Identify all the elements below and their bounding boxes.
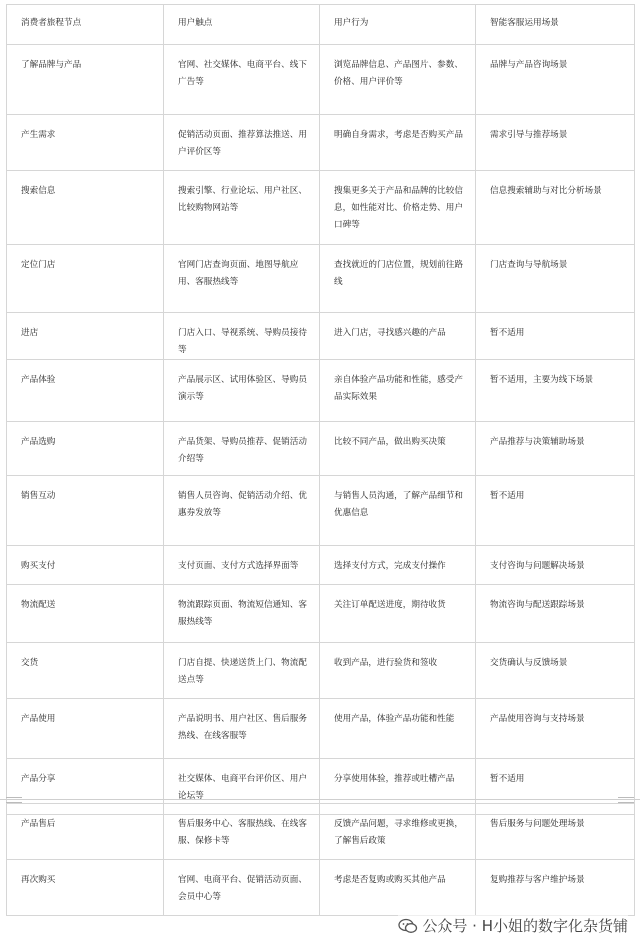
table-row	[7, 860, 635, 916]
table-cell: 信息搜索辅助与对比分析场景	[476, 171, 635, 245]
table-cell: 品牌与产品咨询场景	[476, 45, 635, 115]
table-cell: 交货确认与反馈场景	[476, 643, 635, 699]
table-cell: 支付咨询与问题解决场景	[476, 546, 635, 585]
table-cell: 社交媒体、电商平台评价区、用户论坛等	[164, 759, 320, 815]
table-cell: 物流咨询与配送跟踪场景	[476, 585, 635, 643]
table-cell: 产品分享	[7, 759, 164, 815]
table-cell: 销售人员咨询、促销活动介绍、优惠券发放等	[164, 476, 320, 546]
table-row	[7, 585, 635, 643]
column-header: 智能客服运用场景	[476, 5, 635, 45]
table-cell: 暂不适用	[476, 759, 635, 815]
table-cell: 产品推荐与决策辅助场景	[476, 422, 635, 476]
table-cell: 物流跟踪页面、物流短信通知、客服热线等	[164, 585, 320, 643]
table-cell: 暂不适用	[476, 476, 635, 546]
table-cell: 产生需求	[7, 115, 164, 171]
table-cell: 售后服务与问题处理场景	[476, 804, 635, 860]
table-cell: 明确自身需求，考虑是否购买产品	[320, 115, 476, 171]
table-row	[7, 546, 635, 585]
table-cell: 促销活动页面、推荐算法推送、用户评价区等	[164, 115, 320, 171]
table-cell: 产品选购	[7, 422, 164, 476]
table-cell: 浏览品牌信息、产品图片、参数、价格、用户评价等	[320, 45, 476, 115]
table-cell: 与销售人员沟通，了解产品细节和优惠信息	[320, 476, 476, 546]
table-cell: 官网、电商平台、促销活动页面、会员中心等	[164, 860, 320, 916]
table-row	[7, 313, 635, 360]
watermark-text: 公众号 · H小姐的数字化杂货铺	[422, 917, 628, 935]
table-row	[7, 171, 635, 245]
table-cell: 售后服务中心、客服热线、在线客服、保修卡等	[164, 804, 320, 860]
table-cell: 产品使用咨询与支持场景	[476, 699, 635, 759]
table-row	[7, 360, 635, 422]
table-cell: 查找就近的门店位置，规划前往路线	[320, 245, 476, 313]
column-header: 用户行为	[320, 5, 476, 45]
journey-table	[6, 4, 635, 815]
column-header: 消费者旅程节点	[7, 5, 164, 45]
table-cell: 分享使用体验，推荐或吐槽产品	[320, 759, 476, 815]
table-row	[7, 115, 635, 171]
table-cell: 考虑是否复购或购买其他产品	[320, 860, 476, 916]
table-cell: 暂不适用	[476, 313, 635, 360]
table-cell: 进店	[7, 313, 164, 360]
table-cell: 产品展示区、试用体验区、导购员演示等	[164, 360, 320, 422]
table-cell: 定位门店	[7, 245, 164, 313]
table-cell: 官网、社交媒体、电商平台、线下广告等	[164, 45, 320, 115]
table-cell: 官网门店查询页面、地图导航应用、客服热线等	[164, 245, 320, 313]
wechat-icon	[398, 918, 418, 934]
table-cell: 使用产品，体验产品功能和性能	[320, 699, 476, 759]
table-row	[7, 804, 635, 860]
table-cell: 门店入口、导视系统、导购员接待等	[164, 313, 320, 360]
table-cell: 产品体验	[7, 360, 164, 422]
table-cell: 亲自体验产品功能和性能，感受产品实际效果	[320, 360, 476, 422]
table-cell: 销售互动	[7, 476, 164, 546]
column-header: 用户触点	[164, 5, 320, 45]
table-cell: 进入门店，寻找感兴趣的产品	[320, 313, 476, 360]
table-row	[7, 245, 635, 313]
table-header-row	[7, 5, 635, 45]
table-cell: 暂不适用，主要为线下场景	[476, 360, 635, 422]
table-cell: 产品货架、导购员推荐、促销活动介绍等	[164, 422, 320, 476]
page-break-line	[0, 799, 640, 800]
table-cell: 收到产品，进行验货和签收	[320, 643, 476, 699]
table-cell: 需求引导与推荐场景	[476, 115, 635, 171]
table-cell: 购买支付	[7, 546, 164, 585]
table-row	[7, 643, 635, 699]
table-cell: 反馈产品问题，寻求维修或更换，了解售后政策	[320, 804, 476, 860]
table-cell: 门店查询与导航场景	[476, 245, 635, 313]
table-cell: 比较不同产品，做出购买决策	[320, 422, 476, 476]
table-cell: 搜索信息	[7, 171, 164, 245]
table-cell: 物流配送	[7, 585, 164, 643]
journey-table-continued	[6, 803, 635, 916]
table-row	[7, 476, 635, 546]
table-cell: 产品售后	[7, 804, 164, 860]
table-cell: 搜索引擎、行业论坛、用户社区、比较购物网站等	[164, 171, 320, 245]
table-cell: 关注订单配送进度，期待收货	[320, 585, 476, 643]
table-row	[7, 45, 635, 115]
table-cell: 搜集更多关于产品和品牌的比较信息，如性能对比、价格走势、用户口碑等	[320, 171, 476, 245]
table-cell: 复购推荐与客户维护场景	[476, 860, 635, 916]
table-cell: 了解品牌与产品	[7, 45, 164, 115]
table-cell: 选择支付方式，完成支付操作	[320, 546, 476, 585]
table-cell: 产品说明书、用户社区、售后服务热线、在线客服等	[164, 699, 320, 759]
table-cell: 交货	[7, 643, 164, 699]
table-cell: 产品使用	[7, 699, 164, 759]
table-cell: 再次购买	[7, 860, 164, 916]
watermark	[398, 915, 628, 936]
table-row	[7, 699, 635, 759]
table-cell: 支付页面、支付方式选择界面等	[164, 546, 320, 585]
table-row	[7, 422, 635, 476]
table-cell: 门店自提、快递送货上门、物流配送点等	[164, 643, 320, 699]
